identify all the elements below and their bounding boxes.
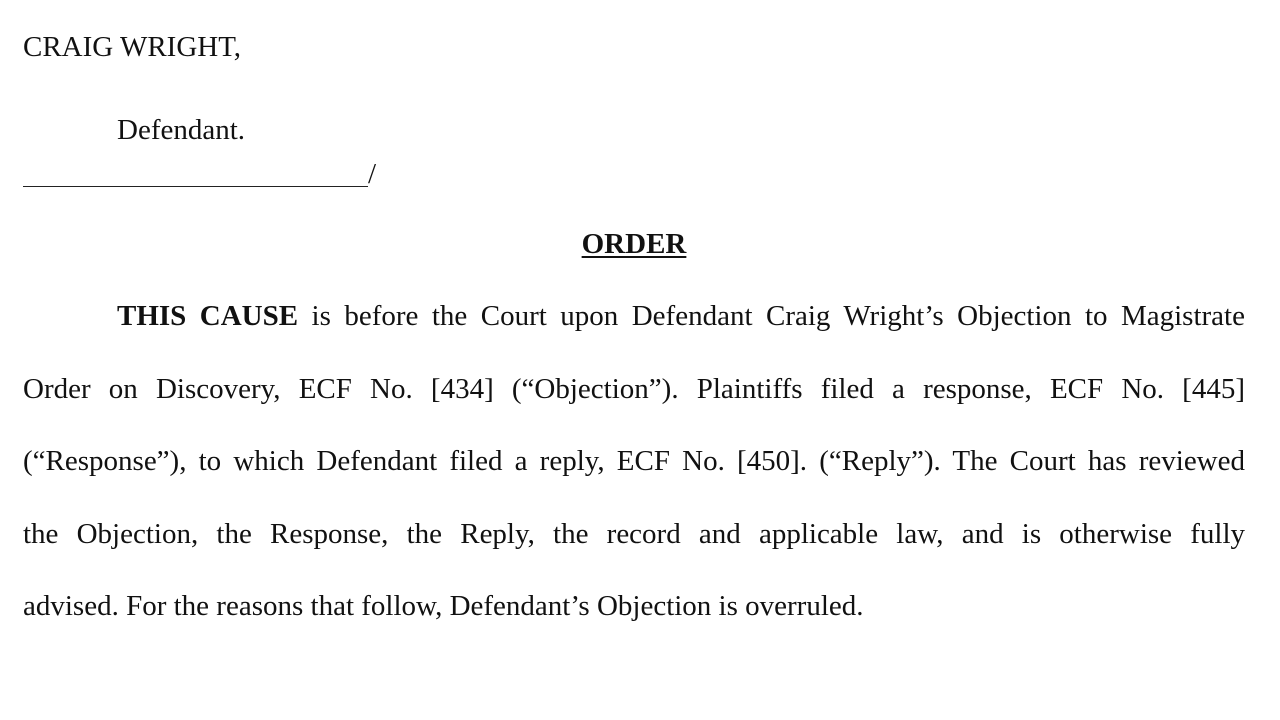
separator-slash: / xyxy=(368,158,377,190)
party-name: CRAIG WRIGHT, xyxy=(23,31,242,63)
caption-separator xyxy=(23,155,376,193)
body-line-4: the Objection, the Response, the Reply, the record and applicable law, and is otherwise fully xyxy=(23,517,1245,550)
body-line-2: Order on Discovery, ECF No. [434] (“Objection”). Plaintiffs filed a response, ECF No. [445] xyxy=(23,372,1245,405)
order-title xyxy=(0,225,1268,263)
body-lead-phrase: THIS CAUSE xyxy=(117,300,299,332)
body-line-5: advised. For the reasons that follow, Defendant’s Objection is overruled. xyxy=(23,590,864,622)
body-line-3: (“Response”), to which Defendant filed a reply, ECF No. [450]. (“Reply”). The Court has reviewed xyxy=(23,445,1245,477)
body-line-1 xyxy=(23,280,1245,353)
order-body-paragraph xyxy=(23,280,1245,643)
separator-rule xyxy=(23,185,368,187)
order-title-text: ORDER xyxy=(581,228,687,260)
party-role: Defendant. xyxy=(117,114,246,146)
body-line-1-text: is before the Court upon Defendant Craig Wright’s Objection to Magistrate xyxy=(298,300,1245,332)
